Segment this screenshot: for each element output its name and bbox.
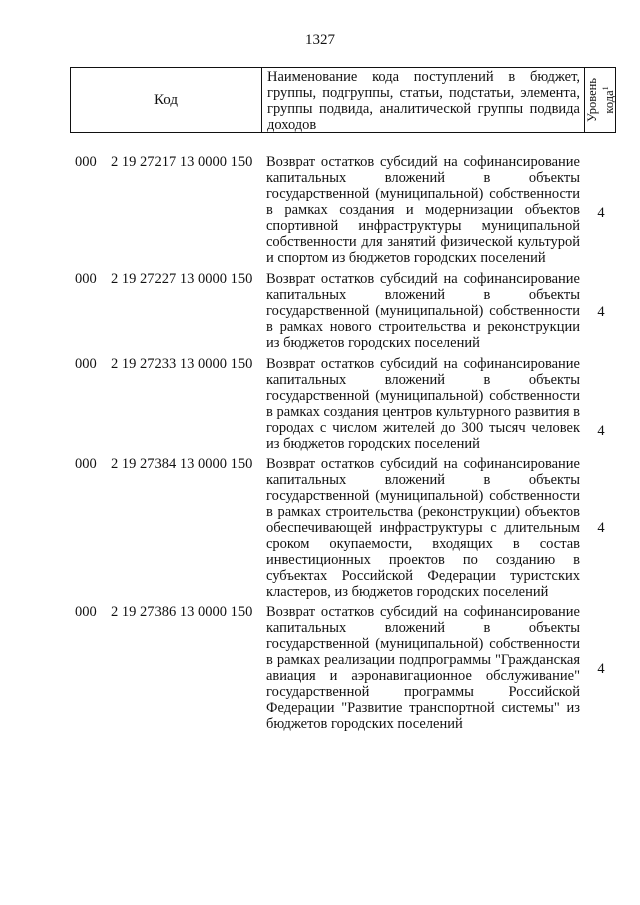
row-level: 4 (597, 661, 605, 677)
row-admin-code: 000 (75, 604, 97, 620)
row-budget-code: 2 19 27227 13 0000 150 (111, 271, 253, 287)
row-admin-code: 000 (75, 456, 97, 472)
table-header (70, 67, 616, 133)
header-code-label: Код (154, 91, 178, 108)
row-code (75, 456, 252, 472)
header-name-cell: Наименование кода поступлений в бюджет, группы, подгруппы, статьи, подстатьи, элемента, группы подвида, аналитической группы подвида доходов (262, 68, 585, 132)
row-level: 4 (597, 205, 605, 221)
row-budget-code: 2 19 27217 13 0000 150 (111, 154, 253, 170)
table-row (75, 271, 615, 351)
row-budget-code: 2 19 27386 13 0000 150 (111, 604, 253, 620)
row-name: Возврат остатков субсидий на софинансирование капитальных вложений в объекты государственной (муниципальной) собственности в рамках реализации подпрограммы "Гражданская авиация и аэронавигационное обслуживание" государственной программы Российской Федерации "Развитие транспортной системы" из бюджетов городских поселений (266, 604, 580, 732)
row-level: 4 (597, 520, 605, 536)
page-number: 1327 (305, 32, 335, 48)
row-code (75, 356, 252, 372)
row-admin-code: 000 (75, 271, 97, 287)
header-level-footnote: 1 (600, 86, 610, 91)
header-level-text: Уровень кода (585, 77, 617, 123)
row-code (75, 604, 252, 620)
table-row (75, 154, 615, 266)
row-admin-code: 000 (75, 356, 97, 372)
row-level: 4 (597, 304, 605, 320)
row-code (75, 154, 252, 170)
row-budget-code: 2 19 27384 13 0000 150 (111, 456, 253, 472)
row-name: Возврат остатков субсидий на софинансирование капитальных вложений в объекты государственной (муниципальной) собственности в рамках создания центров культурного развития в городах с числом жителей до 300 тысяч человек из бюджетов городских поселений (266, 356, 580, 452)
header-level-cell (585, 68, 617, 132)
row-name: Возврат остатков субсидий на софинансирование капитальных вложений в объекты государственной (муниципальной) собственности в рамках строительства (реконструкции) объектов обеспечивающей инфраструктуры с длительным сроком окупаемости, входящих в состав инвестиционных проектов по созданию в субъектах Российской Федерации туристских кластеров, из бюджетов городских поселений (266, 456, 580, 600)
row-code (75, 271, 252, 287)
table-row (75, 604, 615, 748)
row-level: 4 (597, 423, 605, 439)
row-name: Возврат остатков субсидий на софинансирование капитальных вложений в объекты государственной (муниципальной) собственности в рамках нового строительства и реконструкции из бюджетов городских поселений (266, 271, 580, 351)
table-row (75, 456, 615, 600)
header-level-label (586, 69, 616, 131)
table-row (75, 356, 615, 452)
row-budget-code: 2 19 27233 13 0000 150 (111, 356, 253, 372)
header-code-cell (71, 68, 262, 132)
row-name: Возврат остатков субсидий на софинансирование капитальных вложений в объекты государственной (муниципальной) собственности в рамках создания и модернизации объектов спортивной инфраструктуры муниципальной собственности для занятий физической культурой и спортом из бюджетов городских поселений (266, 154, 580, 266)
row-admin-code: 000 (75, 154, 97, 170)
